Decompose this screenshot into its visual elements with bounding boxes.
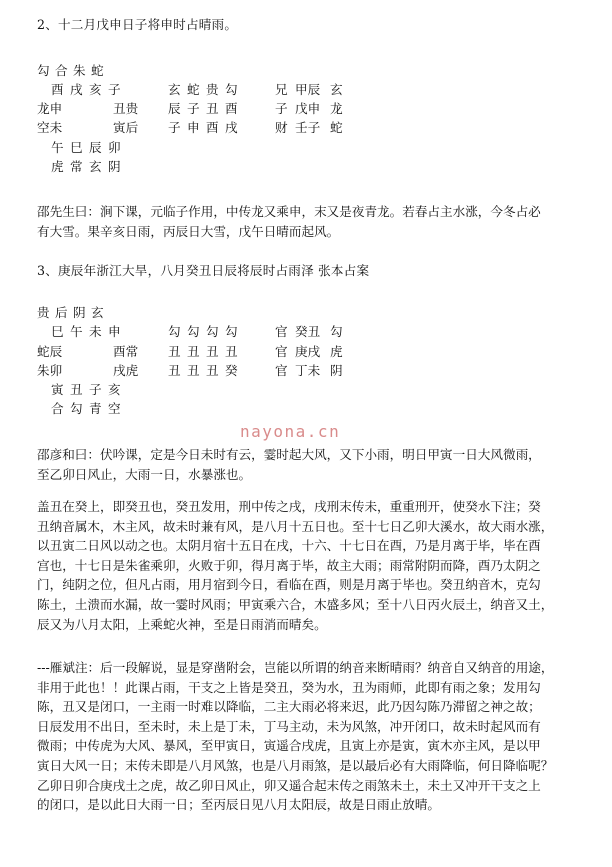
paragraph-line: 有大雪。果辛亥日雨，丙辰日大雪，戊午日晴而起风。	[37, 223, 340, 239]
paragraph-line: 乙卯日卯合庚戌土之虎，故乙卯日风止，卯又遥合起末传之雨煞未土，未土又冲开干支之上	[37, 777, 541, 793]
chart-cell: 兄	[275, 82, 288, 97]
chart-cell: 空未	[37, 120, 63, 135]
chart-cell: 子	[89, 382, 102, 397]
chart-cell: 丑	[187, 344, 200, 359]
chart-cell: 蛇	[330, 120, 343, 135]
chart-cell: 勾	[168, 324, 181, 339]
chart-cell: 丑	[168, 344, 181, 359]
chart-cell: 蛇	[91, 63, 104, 78]
chart-cell: 巳	[51, 324, 64, 339]
chart-cell: 子	[187, 101, 200, 116]
chart-cell: 子	[275, 101, 288, 116]
chart-cell: 官	[275, 344, 288, 359]
chart-cell: 寅后	[113, 120, 139, 135]
paragraph-line: 邵先生曰：涧下课，元临子作用，中传龙又乘申，末又是夜青龙。若春占主水涨，今冬占必	[37, 204, 541, 219]
chart-cell: 戌	[225, 120, 238, 135]
chart-cell: 巳	[70, 140, 83, 155]
chart-cell: 丑	[168, 363, 181, 378]
paragraph-line: 的闭口，是以此日大雨一日；至丙辰日见八月太阳辰，故是日雨止放晴。	[37, 797, 440, 813]
paragraph-line: 邵彦和曰：伏吟课，定是今日未时有云，霎时起大风，又下小雨，明日甲寅一日大风微雨，	[37, 447, 541, 462]
paragraph-line: 非用于此也！！此课占雨，干支之上皆是癸丑，癸为水，丑为雨师，此即有雨之象；发用勾	[37, 679, 541, 695]
chart-cell: 阴	[73, 305, 86, 320]
chart-cell: 龙申	[37, 101, 63, 116]
paragraph-line: 以丑寅二日风以动之也。太阴月宿十五日在戌，十六、十七日在酉，乃是月离于毕，毕在酉	[37, 538, 541, 554]
chart-cell: 亥	[89, 82, 102, 97]
chart-cell: 虎	[330, 344, 343, 359]
chart-cell: 丑	[187, 363, 200, 378]
paragraph-line: 至乙卯日风止，大雨一日，水暴涨也。	[37, 466, 252, 482]
chart-cell: 午	[51, 140, 64, 155]
chart-cell: 酉	[225, 101, 238, 116]
paragraph-line: 宫也，十七日是朱雀乘卯，火败于卯，得月离于毕，故主大雨；雨常附阴而降，酉乃太阴之	[37, 557, 541, 573]
case3-title: 3、庚辰年浙江大旱，八月癸丑日辰将辰时占雨泽 张本占案	[37, 263, 370, 278]
chart-cell: 勾	[206, 324, 219, 339]
paragraph-line: 门，纯阴之位，但凡占雨，用月宿到今日，看临在酉，则是月离于毕也。癸丑纳音木，克勾	[37, 577, 541, 593]
chart-cell: 寅	[51, 382, 64, 397]
paragraph-line: 盖丑在癸上，即癸丑也，癸丑发用，刑中传之戌，戌刑末传未，重重刑开，使癸水下注；癸	[37, 499, 541, 514]
chart-cell: 勾	[330, 324, 343, 339]
chart-cell: 子	[168, 120, 181, 135]
chart-cell: 玄	[89, 159, 102, 174]
chart-cell: 戊申	[295, 101, 321, 116]
chart-cell: 合	[51, 401, 64, 416]
chart-cell: 贵	[37, 305, 50, 320]
chart-cell: 常	[70, 159, 83, 174]
chart-cell: 勾	[187, 324, 200, 339]
chart-cell: 勾	[225, 82, 238, 97]
chart-cell: 蛇	[187, 82, 200, 97]
chart-cell: 亥	[108, 382, 121, 397]
chart-cell: 丑	[206, 101, 219, 116]
chart-cell: 戌虎	[113, 363, 139, 378]
chart-cell: 官	[275, 324, 288, 339]
chart-cell: 玄	[168, 82, 181, 97]
chart-cell: 申	[187, 120, 200, 135]
paragraph-line: 陈，丑又是闭口，一主雨一时难以降临，二主大雨必将来迟，此乃因勾陈乃滞留之神之故；	[37, 699, 541, 715]
paragraph-line: 微雨；中传虎为大风、暴风，至甲寅日，寅遥合戌虎，且寅上亦是寅，寅木亦主风，是以甲	[37, 738, 541, 754]
chart-cell: 玄	[91, 305, 104, 320]
chart-cell: 辰	[89, 140, 102, 155]
chart-cell: 丑	[70, 382, 83, 397]
paragraph-line: 陈土，土溃而水漏，故一霎时风雨；甲寅乘六合，木盛多风；至十八日丙火辰土，纳音又土，	[37, 596, 554, 612]
chart-cell: 龙	[330, 101, 343, 116]
chart-cell: 午	[70, 324, 83, 339]
chart-cell: 朱	[73, 63, 86, 78]
chart-cell: 阴	[330, 363, 343, 378]
chart-cell: 空	[108, 401, 121, 416]
case2-title: 2、十二月戊申日子将申时占晴雨。	[37, 17, 238, 32]
chart-cell: 辰	[168, 101, 181, 116]
chart-cell: 后	[55, 305, 68, 320]
chart-cell: 合	[55, 63, 68, 78]
chart-cell: 丁未	[295, 363, 321, 378]
chart-cell: 酉	[51, 82, 64, 97]
chart-cell: 申	[108, 324, 121, 339]
chart-cell: 勾	[225, 324, 238, 339]
chart-cell: 虎	[51, 159, 64, 174]
chart-cell: 丑	[206, 363, 219, 378]
chart-cell: 官	[275, 363, 288, 378]
chart-cell: 卯	[108, 140, 121, 155]
chart-cell: 丑	[225, 344, 238, 359]
chart-cell: 青	[89, 401, 102, 416]
chart-cell: 阴	[108, 159, 121, 174]
chart-cell: 甲辰	[295, 82, 321, 97]
chart-cell: 玄	[330, 82, 343, 97]
chart-cell: 子	[108, 82, 121, 97]
chart-cell: 酉	[206, 120, 219, 135]
chart-cell: 癸丑	[295, 324, 321, 339]
chart-cell: 丑贵	[113, 101, 139, 116]
chart-cell: 朱卯	[37, 363, 63, 378]
chart-cell: 贵	[206, 82, 219, 97]
paragraph-line: 日辰发用不出日，至未时，未上是丁未，丁马主动，未为风煞，冲开闭口，故未时起风而有	[37, 718, 541, 734]
paragraph-line: ---雁斌注：后一段解说，显是穿凿附会，岂能以所谓的纳音来断晴雨？纳音自又纳音的用途，	[37, 660, 554, 675]
chart-cell: 酉常	[113, 344, 139, 359]
chart-cell: 勾	[37, 63, 50, 78]
chart-cell: 庚戌	[295, 344, 321, 359]
chart-cell: 丑	[206, 344, 219, 359]
chart-cell: 癸	[225, 363, 238, 378]
chart-cell: 壬子	[295, 120, 321, 135]
case3-commentary-1	[37, 445, 577, 484]
paragraph-line: 辰又为八月太阳，上乘蛇火神，至是日雨消而晴矣。	[37, 616, 327, 632]
watermark-text: nayona.cn	[240, 422, 341, 441]
paragraph-line: 寅日大风一日；末传未即是八月风煞，也是八月雨煞，是以最后必有大雨降临，何日降临呢？	[37, 757, 554, 773]
chart-cell: 蛇辰	[37, 344, 63, 359]
chart-cell: 未	[89, 324, 102, 339]
case3-commentary-2	[37, 497, 577, 634]
case2-commentary	[37, 202, 577, 241]
chart-cell: 戌	[70, 82, 83, 97]
chart-cell: 财	[275, 120, 288, 135]
paragraph-line: 丑纳音属木，木主风，故未时兼有风，是八月十五日也。至十七日乙卯大溪水，故大雨水涨，	[37, 518, 554, 534]
chart-cell: 勾	[70, 401, 83, 416]
case3-commentary-3	[37, 658, 577, 815]
